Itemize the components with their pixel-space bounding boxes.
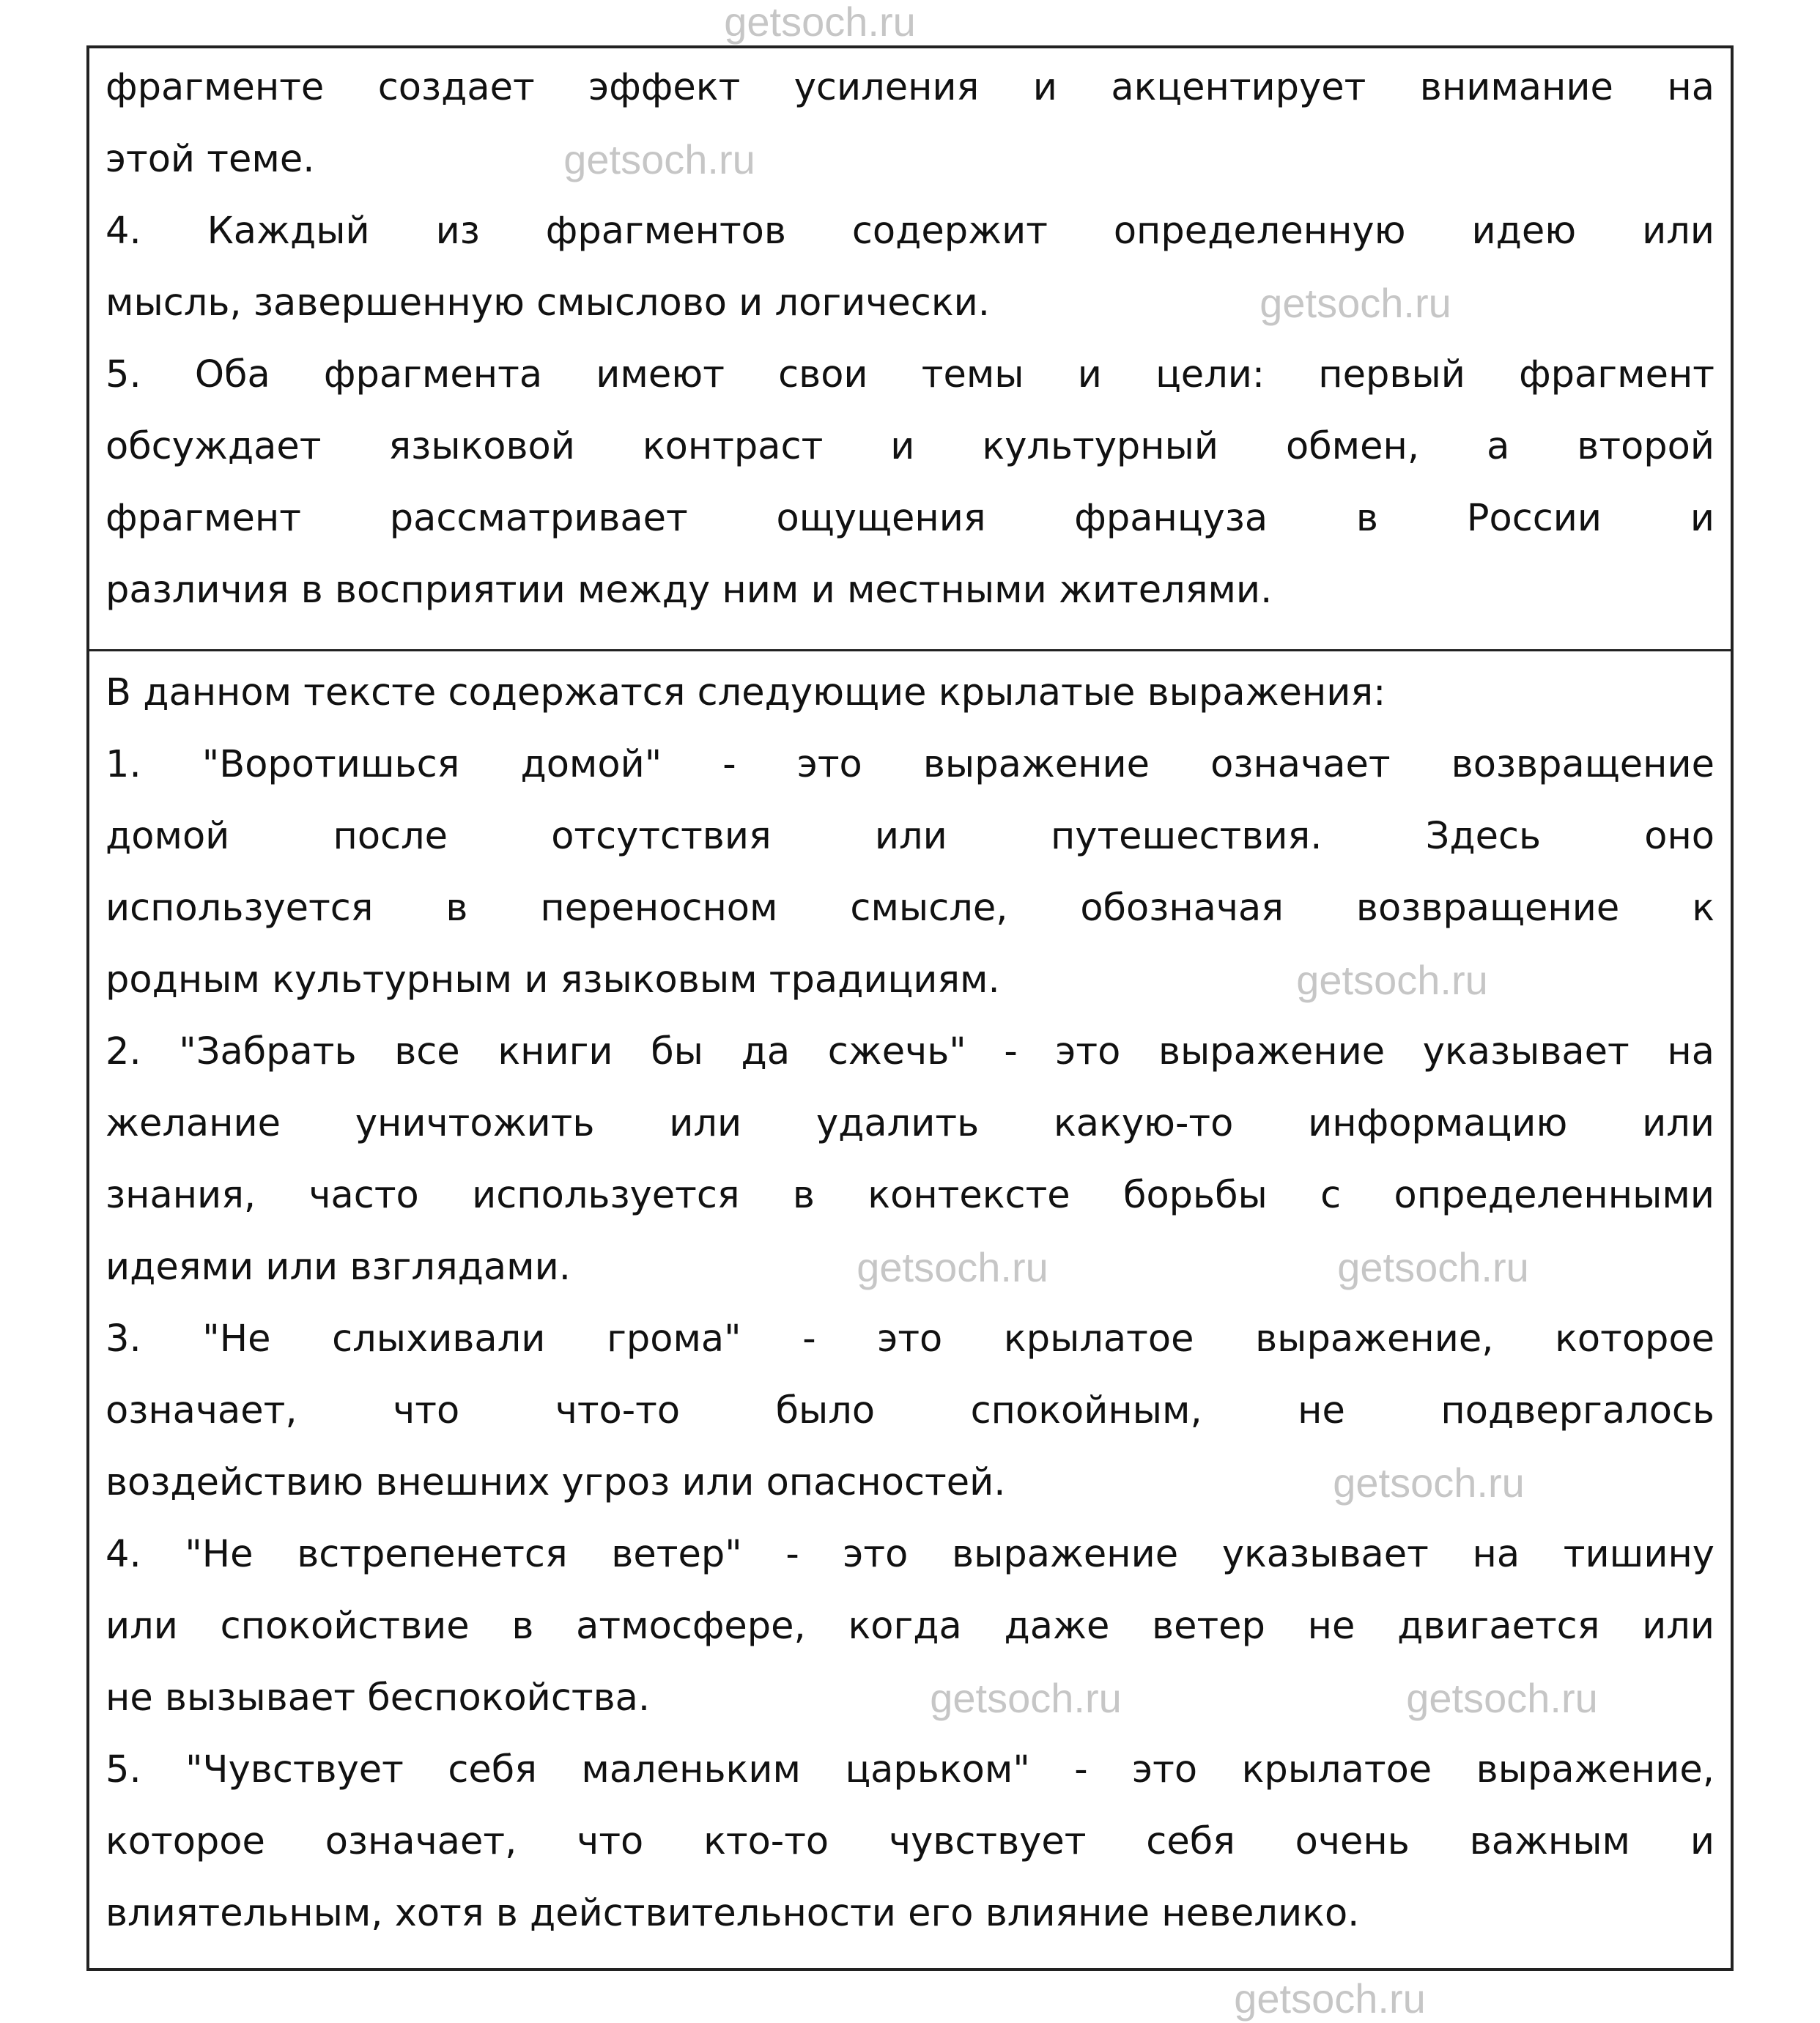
watermark: getsoch.ru — [1234, 1975, 1426, 2022]
text-line: различия в восприятии между ним и местными жителями. — [106, 569, 1273, 612]
watermark: getsoch.ru — [1333, 1460, 1525, 1506]
text-line: 1. "Воротишься домой" - это выражение означает возвращение — [106, 743, 1714, 786]
text-line: влиятельным, хотя в действительности его влияние невелико. — [106, 1892, 1360, 1935]
text-line: знания, часто используется в контексте борьбы с определенными — [106, 1174, 1714, 1217]
text-line: 4. "Не встрепенется ветер" - это выражение указывает на тишину — [106, 1533, 1714, 1576]
text-line: домой после отсутствия или путешествия. Здесь оно — [106, 815, 1714, 858]
text-line: используется в переносном смысле, обозначая возвращение к — [106, 887, 1714, 930]
text-line: этой теме. — [106, 138, 315, 181]
text-line: фрагменте создает эффект усиления и акцентирует внимание на — [106, 66, 1714, 109]
row-divider — [89, 649, 1731, 651]
text-line: воздействию внешних угроз или опасностей. — [106, 1461, 1006, 1504]
text-line: идеями или взглядами. — [106, 1246, 571, 1289]
text-line: желание уничтожить или удалить какую-то информацию или — [106, 1102, 1714, 1145]
watermark: getsoch.ru — [930, 1675, 1122, 1721]
watermark: getsoch.ru — [1337, 1244, 1529, 1290]
watermark: getsoch.ru — [1406, 1675, 1598, 1721]
text-line: В данном тексте содержатся следующие крылатые выражения: — [106, 671, 1386, 714]
text-line: мысль, завершенную смыслово и логически. — [106, 281, 990, 325]
answer-cell-idioms — [89, 657, 1731, 1950]
text-line: или спокойствие в атмосфере, когда даже ветер не двигается или — [106, 1605, 1714, 1648]
answer-cell-fragments — [89, 52, 1731, 626]
text-line: 5. Оба фрагмента имеют свои темы и цели: первый фрагмент — [106, 353, 1714, 396]
text-line: обсуждает языковой контраст и культурный обмен, а второй — [106, 425, 1714, 468]
text-line: 3. "Не слыхивали грома" - это крылатое выражение, которое — [106, 1317, 1714, 1361]
text-line: которое означает, что кто-то чувствует себя очень важным и — [106, 1820, 1714, 1863]
text-line: родным культурным и языковым традициям. — [106, 958, 1000, 1002]
watermark: getsoch.ru — [724, 0, 916, 45]
watermark: getsoch.ru — [1259, 280, 1451, 326]
text-line: означает, что что-то было спокойным, не подвергалось — [106, 1389, 1714, 1432]
watermark: getsoch.ru — [1296, 957, 1488, 1003]
text-line: фрагмент рассматривает ощущения француза в России и — [106, 497, 1714, 540]
watermark: getsoch.ru — [563, 136, 755, 182]
text-line: 5. "Чувствует себя маленьким царьком" - это крылатое выражение, — [106, 1748, 1714, 1791]
watermark: getsoch.ru — [857, 1244, 1048, 1290]
text-line: 4. Каждый из фрагментов содержит определенную идею или — [106, 210, 1714, 253]
text-line: 2. "Забрать все книги бы да сжечь" - это выражение указывает на — [106, 1030, 1714, 1073]
text-line: не вызывает беспокойства. — [106, 1676, 651, 1720]
